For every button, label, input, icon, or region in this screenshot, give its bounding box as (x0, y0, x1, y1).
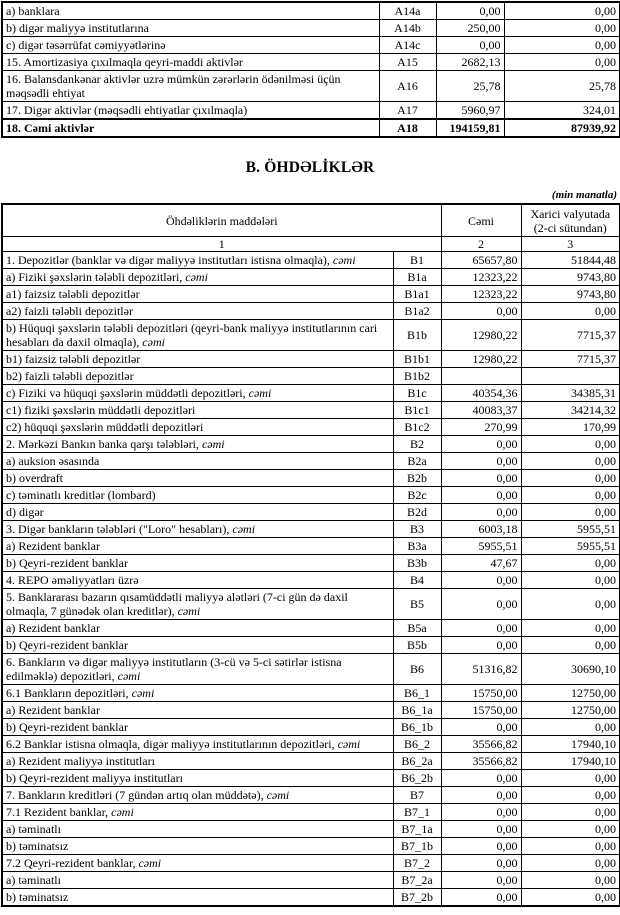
item-label-cell (2, 385, 393, 402)
item-label-emphasis: cəmi (108, 805, 134, 819)
item-code: A18 (379, 119, 436, 137)
table-row (2, 889, 620, 907)
item-label: b) Qeyri-rezident maliyyə institutları (6, 771, 183, 785)
value-foreign: 17940,10 (521, 736, 620, 753)
table-row (2, 402, 620, 419)
table-row (2, 368, 620, 385)
value-total: 35566,82 (441, 753, 521, 770)
value-total: 12323,22 (441, 269, 521, 286)
item-label: 6.1 Bankların depozitləri, (6, 686, 129, 700)
table-row (2, 286, 620, 303)
table-row (2, 419, 620, 436)
item-label: 17. Digər aktivlər (məqsədli ehtiyatlar çıxılmaqla) (6, 103, 248, 117)
table-row (2, 521, 620, 538)
table-row (2, 872, 620, 889)
table-row (2, 620, 620, 637)
item-code: B6_1 (393, 685, 441, 702)
item-label-emphasis: cəmi (128, 686, 155, 700)
column-header-total: Cəmi (441, 204, 521, 237)
table-row (2, 385, 620, 402)
column-header-items: Öhdəliklərin maddələri (2, 204, 441, 237)
item-label-cell (2, 719, 393, 736)
item-label: a1) faizsiz tələbli depozitlər (6, 287, 140, 301)
table-row (2, 838, 620, 855)
item-label-emphasis: cəmi (135, 856, 162, 870)
item-label-emphasis: cəmi (198, 437, 225, 451)
item-label: b1) faizsiz tələbli depozitlər (6, 352, 141, 366)
value-foreign: 0,00 (504, 54, 620, 71)
item-code: B1b (393, 320, 441, 351)
item-label-cell (2, 555, 393, 572)
item-label-cell (2, 637, 393, 654)
table-row (2, 269, 620, 286)
header-row (2, 204, 620, 237)
item-label: a) Rezident banklar (6, 621, 100, 635)
column-number-row (2, 237, 620, 252)
table-row (2, 2, 620, 20)
item-code: B5a (393, 620, 441, 637)
item-label-cell (2, 855, 393, 872)
item-label-cell (2, 538, 393, 555)
value-foreign: 0,00 (521, 589, 620, 620)
item-code: B3b (393, 555, 441, 572)
value-foreign: 0,00 (521, 770, 620, 787)
item-label-cell (2, 589, 393, 620)
value-total: 0,00 (441, 504, 521, 521)
value-total: 270,99 (441, 419, 521, 436)
item-code: B5 (393, 589, 441, 620)
table-row (2, 821, 620, 838)
item-label-cell (2, 504, 393, 521)
value-total: 6003,18 (441, 521, 521, 538)
value-foreign: 324,01 (504, 102, 620, 120)
value-total: 5955,51 (441, 538, 521, 555)
item-label-cell (2, 351, 393, 368)
table-row (2, 119, 620, 137)
value-total: 51316,82 (441, 654, 521, 685)
item-code: B1a (393, 269, 441, 286)
value-foreign: 0,00 (521, 572, 620, 589)
table-row (2, 470, 620, 487)
table-row (2, 252, 620, 269)
item-label: b) təminatsız (6, 890, 69, 904)
item-label-cell (2, 436, 393, 453)
item-label: a) Fiziki şəxslərin tələbli depozitləri, (6, 270, 183, 284)
value-total: 250,00 (436, 20, 504, 37)
item-label-cell (2, 787, 393, 804)
assets-table-tail (1, 1, 620, 138)
value-total: 15750,00 (441, 685, 521, 702)
value-foreign (521, 368, 620, 385)
value-total: 2682,13 (436, 54, 504, 71)
item-code: B7 (393, 787, 441, 804)
item-label: 7. Bankların kreditləri (7 gündən artıq olan müddətə), (6, 788, 264, 802)
value-foreign: 7715,37 (521, 351, 620, 368)
value-total: 12323,22 (441, 286, 521, 303)
item-code: B2b (393, 470, 441, 487)
liabilities-table (1, 203, 620, 907)
value-total: 40354,36 (441, 385, 521, 402)
item-code: A15 (379, 54, 436, 71)
item-label: b) Qeyri-rezident banklar (6, 556, 128, 570)
value-foreign: 0,00 (521, 487, 620, 504)
item-code: B1a2 (393, 303, 441, 320)
item-label-cell (2, 572, 393, 589)
value-total: 0,00 (441, 787, 521, 804)
item-code: B4 (393, 572, 441, 589)
item-label-cell (2, 838, 393, 855)
item-label-emphasis: cəmi (329, 253, 356, 267)
item-label: c) Fiziki və hüquqi şəxslərin müddətli depozitləri, (6, 386, 246, 400)
item-code: B1 (393, 252, 441, 269)
table-row (2, 654, 620, 685)
item-label-emphasis: cəmi (182, 270, 208, 284)
item-label: 6.2 Banklar istisna olmaqla, digər maliyyə institutlarının depozitləri, (6, 737, 335, 751)
item-label: d) digər (6, 505, 44, 519)
value-foreign: 0,00 (521, 804, 620, 821)
item-label-cell (2, 654, 393, 685)
item-label: b) təminatsız (6, 839, 69, 853)
value-total: 0,00 (441, 453, 521, 470)
item-label: b) Qeyri-rezident banklar (6, 638, 128, 652)
value-foreign: 87939,92 (504, 119, 620, 137)
value-foreign: 0,00 (504, 2, 620, 20)
item-code: B5b (393, 637, 441, 654)
item-code: B6_2 (393, 736, 441, 753)
table-row (2, 787, 620, 804)
value-foreign: 0,00 (504, 20, 620, 37)
item-label-cell (2, 620, 393, 637)
item-label: 7.1 Rezident banklar, (6, 805, 109, 819)
item-label-cell (2, 303, 393, 320)
value-foreign: 17940,10 (521, 753, 620, 770)
value-foreign: 51844,48 (521, 252, 620, 269)
assets-table-body (2, 2, 620, 137)
value-foreign: 25,78 (504, 71, 620, 102)
item-label: 1. Depozitlər (banklar və digər maliyyə institutları istisna olmaqla), (6, 253, 330, 267)
item-label-cell (2, 320, 393, 351)
value-foreign: 0,00 (521, 637, 620, 654)
value-total: 0,00 (441, 838, 521, 855)
item-label-emphasis: cəmi (114, 669, 141, 683)
value-foreign: 0,00 (521, 719, 620, 736)
value-foreign: 0,00 (521, 504, 620, 521)
column-number-1: 1 (2, 237, 441, 252)
item-code: B6_1a (393, 702, 441, 719)
item-code: B6_2b (393, 770, 441, 787)
item-label-cell (2, 269, 393, 286)
item-code: B7_2b (393, 889, 441, 907)
item-label: a) təminatlı (6, 873, 61, 887)
value-foreign: 170,99 (521, 419, 620, 436)
value-foreign: 0,00 (521, 872, 620, 889)
item-label: a) Rezident banklar (6, 539, 100, 553)
table-row (2, 453, 620, 470)
table-row (2, 804, 620, 821)
item-label-cell (2, 54, 379, 71)
value-total: 0,00 (441, 303, 521, 320)
item-label: 6. Bankların və digər maliyyə institutların (3-cü və 5-ci sətirlər istisna edilməklə) depozitləri, (6, 655, 342, 683)
table-row (2, 37, 620, 54)
table-row (2, 487, 620, 504)
item-code: B7_1b (393, 838, 441, 855)
value-total: 0,00 (441, 872, 521, 889)
table-row (2, 538, 620, 555)
table-row (2, 855, 620, 872)
item-label: a2) faizli tələbli depozitlər (6, 304, 133, 318)
item-label: c2) hüquqi şəxslərin müddətli depozitləri (6, 420, 204, 434)
item-label-cell (2, 889, 393, 907)
value-foreign: 0,00 (521, 436, 620, 453)
item-label-cell (2, 37, 379, 54)
item-code: B1c1 (393, 402, 441, 419)
unit-note: (min manatla) (551, 189, 617, 201)
item-label: b) digər maliyyə institutlarına (6, 21, 149, 35)
value-foreign: 34214,32 (521, 402, 620, 419)
value-foreign: 0,00 (521, 620, 620, 637)
value-foreign: 30690,10 (521, 654, 620, 685)
item-code: A14b (379, 20, 436, 37)
item-code: B2 (393, 436, 441, 453)
item-label-cell (2, 402, 393, 419)
value-total: 0,00 (436, 2, 504, 20)
item-label: a) banklara (6, 4, 60, 18)
value-total: 35566,82 (441, 736, 521, 753)
value-foreign: 7715,37 (521, 320, 620, 351)
item-label: 5. Banklararası bazarın qısamüddətli maliyyə alətləri (7-ci gün də daxil olmaqla, 7 günədək olan kreditlər), (6, 590, 348, 618)
table-row (2, 303, 620, 320)
item-code: B1b2 (393, 368, 441, 385)
value-foreign: 12750,00 (521, 685, 620, 702)
item-label-cell (2, 2, 379, 20)
item-label-cell (2, 102, 379, 120)
item-label-cell (2, 736, 393, 753)
item-label: c) təminatlı kreditlər (lombard) (6, 488, 156, 502)
item-label-cell (2, 368, 393, 385)
table-row (2, 102, 620, 120)
item-code: B2d (393, 504, 441, 521)
value-total: 0,00 (441, 572, 521, 589)
liabilities-table-header (2, 204, 620, 252)
item-code: B7_1 (393, 804, 441, 821)
item-code: A17 (379, 102, 436, 120)
item-label: c1) fiziki şəxslərin müddətli depozitləri (6, 403, 196, 417)
value-foreign: 0,00 (504, 37, 620, 54)
table-row (2, 320, 620, 351)
column-number-3: 3 (521, 237, 620, 252)
item-label: b) Hüquqi şəxslərin tələbli depozitləri (qeyri-bank maliyyə institutlarının cari hesabları da daxil olmaqla), (6, 321, 378, 349)
value-total: 194159,81 (436, 119, 504, 137)
value-total: 12980,22 (441, 320, 521, 351)
table-row (2, 770, 620, 787)
value-total: 0,00 (441, 889, 521, 907)
item-code: B1c (393, 385, 441, 402)
value-foreign: 0,00 (521, 555, 620, 572)
table-row (2, 555, 620, 572)
item-label-emphasis: cəmi (229, 522, 256, 536)
item-label-cell (2, 286, 393, 303)
value-total: 0,00 (441, 637, 521, 654)
item-label: a) təminatlı (6, 822, 61, 836)
item-label: 4. REPO əməliyyatları üzrə (6, 573, 139, 587)
item-code: B2a (393, 453, 441, 470)
item-label-cell (2, 470, 393, 487)
value-total: 25,78 (436, 71, 504, 102)
item-label: a) Rezident banklar (6, 703, 100, 717)
value-total: 0,00 (441, 770, 521, 787)
value-foreign: 34385,31 (521, 385, 620, 402)
item-label: c) digər təsərrüfat cəmiyyətlərinə (6, 38, 166, 52)
item-label-cell (2, 804, 393, 821)
value-foreign: 0,00 (521, 453, 620, 470)
item-label-cell (2, 252, 393, 269)
table-row (2, 572, 620, 589)
column-header-foreign: Xarici valyutada (2-ci sütundan) (521, 204, 620, 237)
value-foreign: 5955,51 (521, 538, 620, 555)
table-row (2, 504, 620, 521)
value-total: 0,00 (441, 487, 521, 504)
value-total: 12980,22 (441, 351, 521, 368)
value-total: 0,00 (441, 470, 521, 487)
value-foreign: 0,00 (521, 855, 620, 872)
table-row (2, 436, 620, 453)
item-label-cell (2, 521, 393, 538)
item-label: b2) faizli tələbli depozitlər (6, 369, 134, 383)
value-total: 0,00 (441, 620, 521, 637)
value-total: 15750,00 (441, 702, 521, 719)
item-label-emphasis: cəmi (139, 335, 165, 349)
item-code: B1c2 (393, 419, 441, 436)
value-foreign: 9743,80 (521, 269, 620, 286)
item-label-emphasis: cəmi (263, 788, 290, 802)
value-total: 47,67 (441, 555, 521, 572)
item-label: 7.2 Qeyri-rezident banklar, (6, 856, 136, 870)
table-row (2, 351, 620, 368)
value-foreign: 0,00 (521, 303, 620, 320)
table-row (2, 589, 620, 620)
table-row (2, 637, 620, 654)
item-label-emphasis: cəmi (245, 386, 272, 400)
table-row (2, 702, 620, 719)
table-row (2, 685, 620, 702)
value-foreign: 0,00 (521, 787, 620, 804)
value-foreign: 0,00 (521, 838, 620, 855)
item-label-cell (2, 119, 379, 137)
item-label: b) overdraft (6, 471, 63, 485)
table-row (2, 20, 620, 37)
item-label: 3. Digər bankların tələbləri ("Loro" hesabları), (6, 522, 230, 536)
column-number-2: 2 (441, 237, 521, 252)
item-label-cell (2, 487, 393, 504)
item-label: 18. Cəmi aktivlər (6, 121, 95, 135)
item-code: B3a (393, 538, 441, 555)
item-label: b) Qeyri-rezident banklar (6, 720, 128, 734)
item-label-cell (2, 770, 393, 787)
table-row (2, 736, 620, 753)
item-label-cell (2, 821, 393, 838)
table-row (2, 71, 620, 102)
item-label-cell (2, 702, 393, 719)
table-row (2, 719, 620, 736)
section-title: B. ÖHDƏLİKLƏR (245, 159, 375, 176)
value-foreign: 0,00 (521, 889, 620, 907)
item-label: a) auksion əsasında (6, 454, 100, 468)
item-code: B3 (393, 521, 441, 538)
value-total (441, 368, 521, 385)
value-total: 0,00 (441, 719, 521, 736)
item-code: B7_1a (393, 821, 441, 838)
item-label: 16. Balansdankənar aktivlər uzrə mümkün zərərlərin ödənilməsi üçün məqsədli ehtiyat (6, 72, 341, 100)
value-total: 0,00 (441, 804, 521, 821)
item-label-emphasis: cəmi (334, 737, 361, 751)
table-row (2, 753, 620, 770)
item-label-cell (2, 71, 379, 102)
value-total: 0,00 (441, 821, 521, 838)
item-code: B6_1b (393, 719, 441, 736)
item-label-cell (2, 20, 379, 37)
item-code: B6 (393, 654, 441, 685)
item-code: B1a1 (393, 286, 441, 303)
item-label: a) Rezident maliyyə institutları (6, 754, 155, 768)
value-foreign: 5955,51 (521, 521, 620, 538)
item-code: A14a (379, 2, 436, 20)
item-code: B6_2a (393, 753, 441, 770)
value-total: 0,00 (441, 436, 521, 453)
item-code: B7_2a (393, 872, 441, 889)
value-foreign: 0,00 (521, 470, 620, 487)
item-label: 15. Amortizasiya çıxılmaqla qeyri-maddi aktivlər (6, 55, 243, 69)
table-row (2, 54, 620, 71)
item-label: 2. Mərkəzi Bankın banka qarşı tələbləri, (6, 437, 199, 451)
value-foreign: 12750,00 (521, 702, 620, 719)
item-code: A14c (379, 37, 436, 54)
item-label-cell (2, 453, 393, 470)
liabilities-table-body (2, 252, 620, 907)
value-foreign: 0,00 (521, 821, 620, 838)
item-label-cell (2, 419, 393, 436)
item-code: B2c (393, 487, 441, 504)
item-label-cell (2, 753, 393, 770)
value-total: 0,00 (441, 855, 521, 872)
value-total: 5960,97 (436, 102, 504, 120)
value-total: 0,00 (441, 589, 521, 620)
value-foreign: 9743,80 (521, 286, 620, 303)
item-label-cell (2, 872, 393, 889)
item-label-cell (2, 685, 393, 702)
item-code: B7_2 (393, 855, 441, 872)
value-total: 65657,80 (441, 252, 521, 269)
value-total: 0,00 (436, 37, 504, 54)
value-total: 40083,37 (441, 402, 521, 419)
item-label-emphasis: cəmi (174, 604, 201, 618)
item-code: B1b1 (393, 351, 441, 368)
item-code: A16 (379, 71, 436, 102)
